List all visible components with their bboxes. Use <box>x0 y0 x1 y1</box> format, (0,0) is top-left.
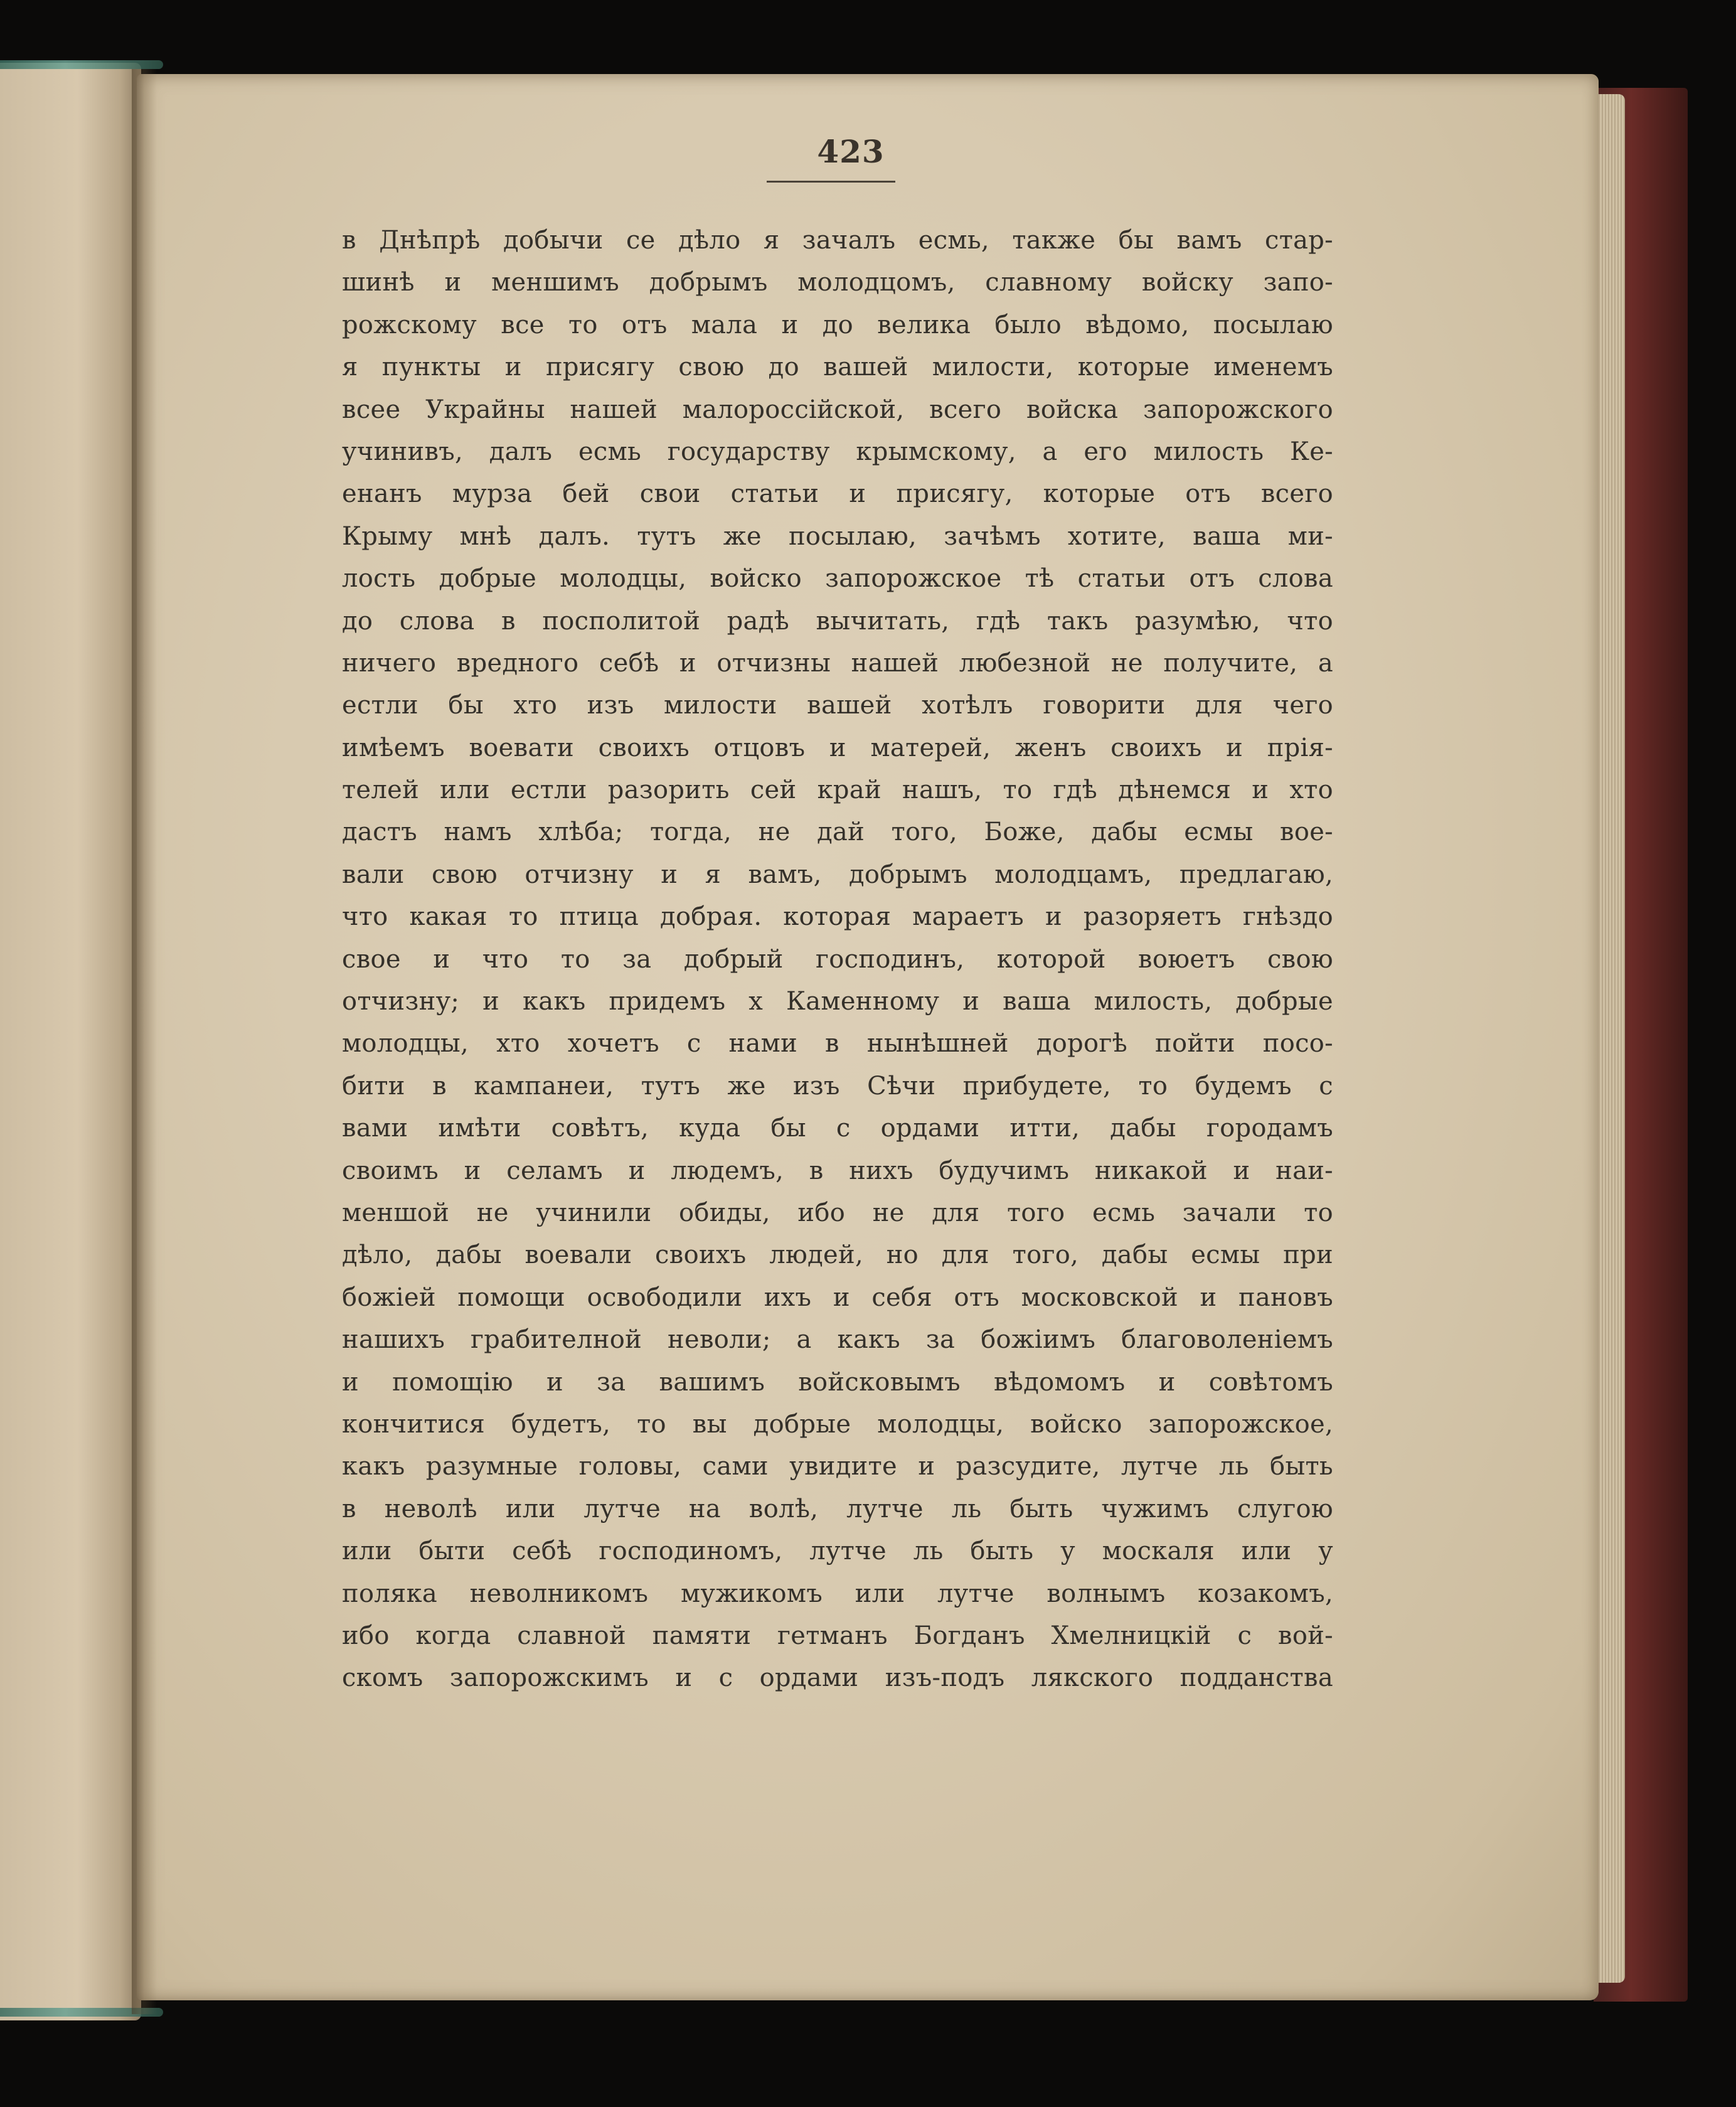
left-page-top-edge <box>0 60 163 69</box>
text-line: имѣемъ воевати своихъ отцовъ и матерей, женъ своихъ и прія- <box>342 733 1333 762</box>
text-line: в Днѣпрѣ добычи се дѣло я зачалъ есмь, также бы вамъ стар- <box>342 226 1333 255</box>
text-line: что какая то птица добрая. которая мараетъ и разоряетъ гнѣздо <box>342 902 1333 932</box>
text-line: дастъ намъ хлѣба; тогда, не дай того, Боже, дабы есмы вое- <box>342 818 1333 847</box>
text-line: отчизну; и какъ придемъ х Каменному и ваша милость, добрые <box>342 987 1333 1016</box>
text-line: вами имѣти совѣтъ, куда бы с ордами итти, дабы городамъ <box>342 1114 1333 1143</box>
text-line: или быти себѣ господиномъ, лутче ль быть у москаля или у <box>342 1537 1333 1566</box>
text-line: своимъ и селамъ и людемъ, в нихъ будучимъ никакой и наи- <box>342 1156 1333 1185</box>
text-line: и помощію и за вашимъ войсковымъ вѣдомомъ и совѣтомъ <box>342 1367 1333 1397</box>
text-line: вали свою отчизну и я вамъ, добрымъ молодцамъ, предлагаю, <box>342 860 1333 889</box>
page-number: 423 <box>817 133 885 170</box>
text-line: телей или естли разорить сей край нашъ, то гдѣ дѣнемся и хто <box>342 776 1333 805</box>
page-number-rule <box>767 181 895 183</box>
text-line: в неволѣ или лутче на волѣ, лутче ль быть чужимъ слугою <box>342 1494 1333 1523</box>
text-line: шинѣ и меншимъ добрымъ молодцомъ, славному войску запо- <box>342 268 1333 297</box>
text-line: до слова в посполитой радѣ вычитать, гдѣ такъ разумѣю, что <box>342 606 1333 636</box>
text-line: молодцы, хто хочетъ с нами в нынѣшней дорогѣ пойти посо- <box>342 1029 1333 1059</box>
text-line: дѣло, дабы воевали своихъ людей, но для того, дабы есмы при <box>342 1240 1333 1270</box>
left-facing-page <box>0 63 141 2020</box>
text-line: ничего вредного себѣ и отчизны нашей любезной не получите, а <box>342 648 1333 678</box>
text-line: рожскому все то отъ мала и до велика было вѣдомо, посылаю <box>342 310 1333 339</box>
text-line: естли бы хто изъ милости вашей хотѣлъ говорити для чего <box>342 691 1333 720</box>
text-line: я пункты и присягу свою до вашей милости, которые именемъ <box>342 353 1333 382</box>
binding-gutter <box>132 69 157 2014</box>
page-text <box>342 220 1333 1700</box>
text-line: нашихъ грабителной неволи; а какъ за божіимъ благоволеніемъ <box>342 1325 1333 1355</box>
text-line: Крыму мнѣ далъ. тутъ же посылаю, зачѣмъ хотите, ваша ми- <box>342 521 1333 551</box>
text-line: какъ разумные головы, сами увидите и разсудите, лутче ль быть <box>342 1452 1333 1481</box>
text-line: божіей помощи освободили ихъ и себя отъ московской и пановъ <box>342 1283 1333 1312</box>
text-line: учинивъ, далъ есмь государству крымскому, а его милость Ке- <box>342 437 1333 466</box>
text-line: скомъ запорожскимъ и с ордами изъ-подъ лякского подданства <box>342 1663 1333 1693</box>
text-line: лость добрые молодцы, войско запорожское тѣ статьи отъ слова <box>342 564 1333 594</box>
text-line: енанъ мурза бей свои статьи и присягу, которые отъ всего <box>342 479 1333 509</box>
text-line: всее Украйны нашей малороссійской, всего войска запорожского <box>342 395 1333 424</box>
text-line: меншой не учинили обиды, ибо не для того есмь зачали то <box>342 1198 1333 1227</box>
text-line: кончитися будетъ, то вы добрые молодцы, войско запорожское, <box>342 1409 1333 1439</box>
text-line: ибо когда славной памяти гетманъ Богданъ Хмелницкій с вой- <box>342 1621 1333 1650</box>
text-line: бити в кампанеи, тутъ же изъ Сѣчи прибудете, то будемъ с <box>342 1071 1333 1101</box>
text-line: свое и что то за добрый господинъ, которой воюетъ свою <box>342 944 1333 974</box>
text-line: поляка неволникомъ мужикомъ или лутче волнымъ козакомъ, <box>342 1579 1333 1608</box>
